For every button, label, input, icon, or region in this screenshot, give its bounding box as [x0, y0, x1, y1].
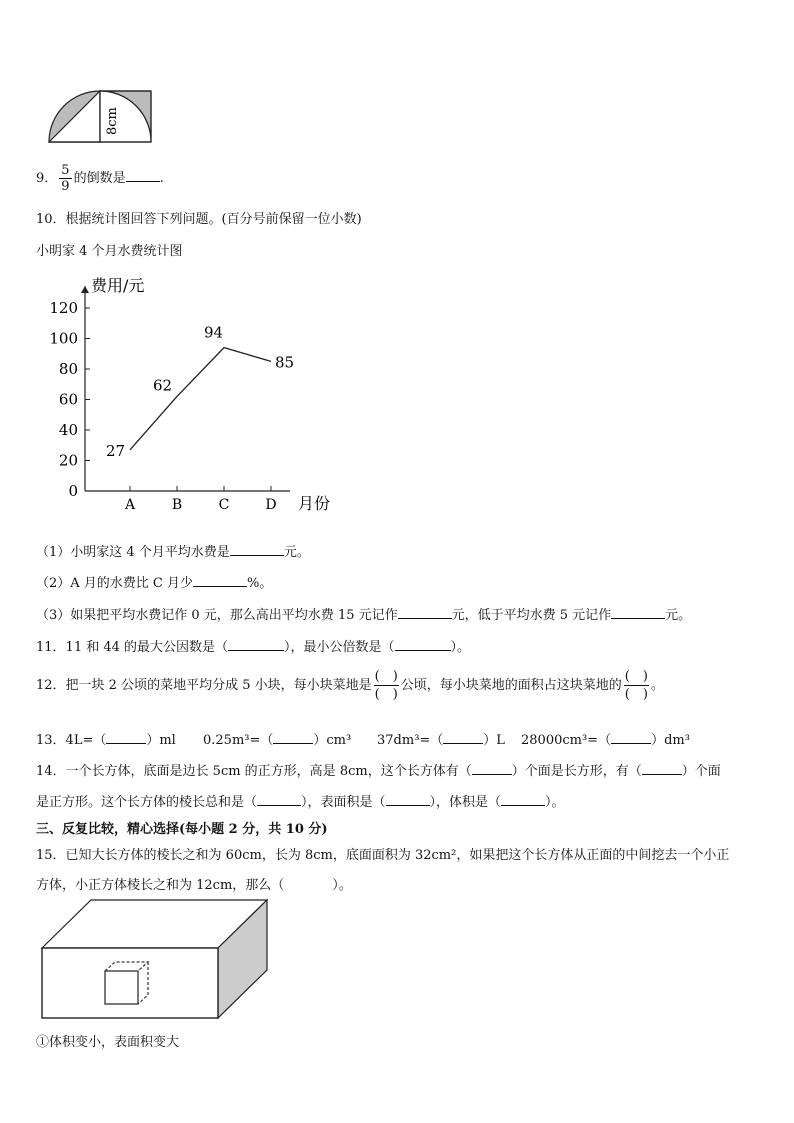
- question-10: 10．根据统计图回答下列问题。(百分号前保留一位小数): [36, 212, 362, 227]
- y-axis-label: 费用/元: [91, 276, 145, 295]
- y-tick-label: 120: [49, 299, 78, 317]
- answer-blank[interactable]: [472, 762, 512, 775]
- answer-blank[interactable]: [443, 731, 483, 744]
- answer-blank[interactable]: [501, 793, 545, 806]
- question-15-line1: 15．已知大长方体的棱长之和为 60cm，长为 8cm，底面面积为 32cm²，如果把这个长方体从正面的中间挖去一个小正: [36, 848, 730, 863]
- answer-blank[interactable]: [395, 638, 451, 651]
- question-14-line2: 是正方形。这个长方体的棱长总和是（ ），表面积是（ ），体积是（ ）。: [36, 795, 565, 810]
- question-13-3: 37dm³=（ ）L: [377, 733, 505, 748]
- semicircle-figure: [45, 88, 155, 148]
- answer-blank[interactable]: [386, 793, 430, 806]
- y-tick-label: 0: [68, 482, 78, 500]
- option-1[interactable]: ①体积变小，表面积变大: [36, 1035, 180, 1050]
- answer-blank[interactable]: [230, 543, 284, 556]
- answer-blank[interactable]: [257, 793, 301, 806]
- question-9: 9． $\frac{5}{9}$ 的倒数是 .: [36, 163, 164, 194]
- answer-blank[interactable]: [273, 731, 313, 744]
- y-tick-label: 80: [58, 360, 78, 378]
- line-chart: [40, 268, 350, 527]
- data-label: 62: [153, 376, 173, 395]
- answer-blank[interactable]: [193, 574, 247, 587]
- answer-blank[interactable]: [398, 606, 452, 619]
- question-10-1: （1）小明家这 4 个月平均水费是 元。: [36, 545, 310, 560]
- x-tick-label: D: [265, 497, 277, 513]
- question-10-3: （3）如果把平均水费记作 0 元，那么高出平均水费 15 元记作 元，低于平均水费 5 元记作 元。: [36, 608, 692, 623]
- answer-blank[interactable]: [228, 638, 284, 651]
- answer-blank[interactable]: [611, 731, 651, 744]
- data-label: 85: [275, 353, 295, 372]
- question-13-2: 0.25m³=（ ）cm³: [203, 733, 352, 748]
- question-10-2: （2）A 月的水费比 C 月少 %。: [36, 576, 273, 591]
- answer-blank[interactable]: [106, 731, 146, 744]
- y-tick-label: 60: [58, 390, 78, 409]
- series-line: [130, 348, 271, 450]
- question-11: 11．11 和 44 的最大公因数是（ ），最小公倍数是（ ）。: [36, 640, 471, 655]
- question-12: 12．把一块 2 公顷的菜地平均分成 5 小块，每小块菜地是 $\frac{( )}{( )}$ 公顷，每小块菜地的面积占这块菜地的 $\frac{( )}{( )}$ 。: [36, 669, 664, 702]
- x-tick-label: A: [124, 497, 136, 513]
- data-label: 94: [204, 323, 224, 342]
- answer-fraction[interactable]: $\frac{( )}{( )}$: [624, 669, 648, 702]
- x-tick-label: B: [171, 497, 183, 513]
- cuboid-figure: [40, 898, 272, 1026]
- y-tick-label: 20: [58, 451, 78, 470]
- section-3-heading: 三、反复比较，精心选择(每小题 2 分，共 10 分): [36, 822, 328, 837]
- x-axis-label: 月份: [298, 494, 331, 513]
- fraction: $\frac{5}{9}$: [61, 163, 70, 194]
- answer-fraction[interactable]: $\frac{( )}{( )}$: [374, 669, 398, 702]
- y-tick-label: 40: [58, 421, 78, 439]
- question-13-4: 28000cm³=（ ）dm³: [521, 733, 690, 748]
- question-14-line1: 14．一个长方体，底面是边长 5cm 的正方形，高是 8cm，这个长方体有（ ）个面是长方形，有（ ）个面: [36, 764, 721, 779]
- answer-blank[interactable]: [642, 762, 682, 775]
- answer-blank[interactable]: [611, 606, 665, 619]
- question-15-line2: 方体，小正方体棱长之和为 12cm，那么（ ）。: [36, 878, 352, 893]
- chart-title: 小明家 4 个月水费统计图: [36, 244, 183, 259]
- x-tick-label: C: [218, 497, 230, 513]
- answer-blank[interactable]: [126, 169, 160, 182]
- y-axis-arrow: [81, 286, 89, 293]
- y-tick-label: 100: [49, 329, 78, 348]
- data-label: 27: [106, 441, 126, 460]
- question-13-1: 13．4L=（ ）ml: [36, 733, 176, 748]
- height-label: 8cm: [105, 107, 120, 135]
